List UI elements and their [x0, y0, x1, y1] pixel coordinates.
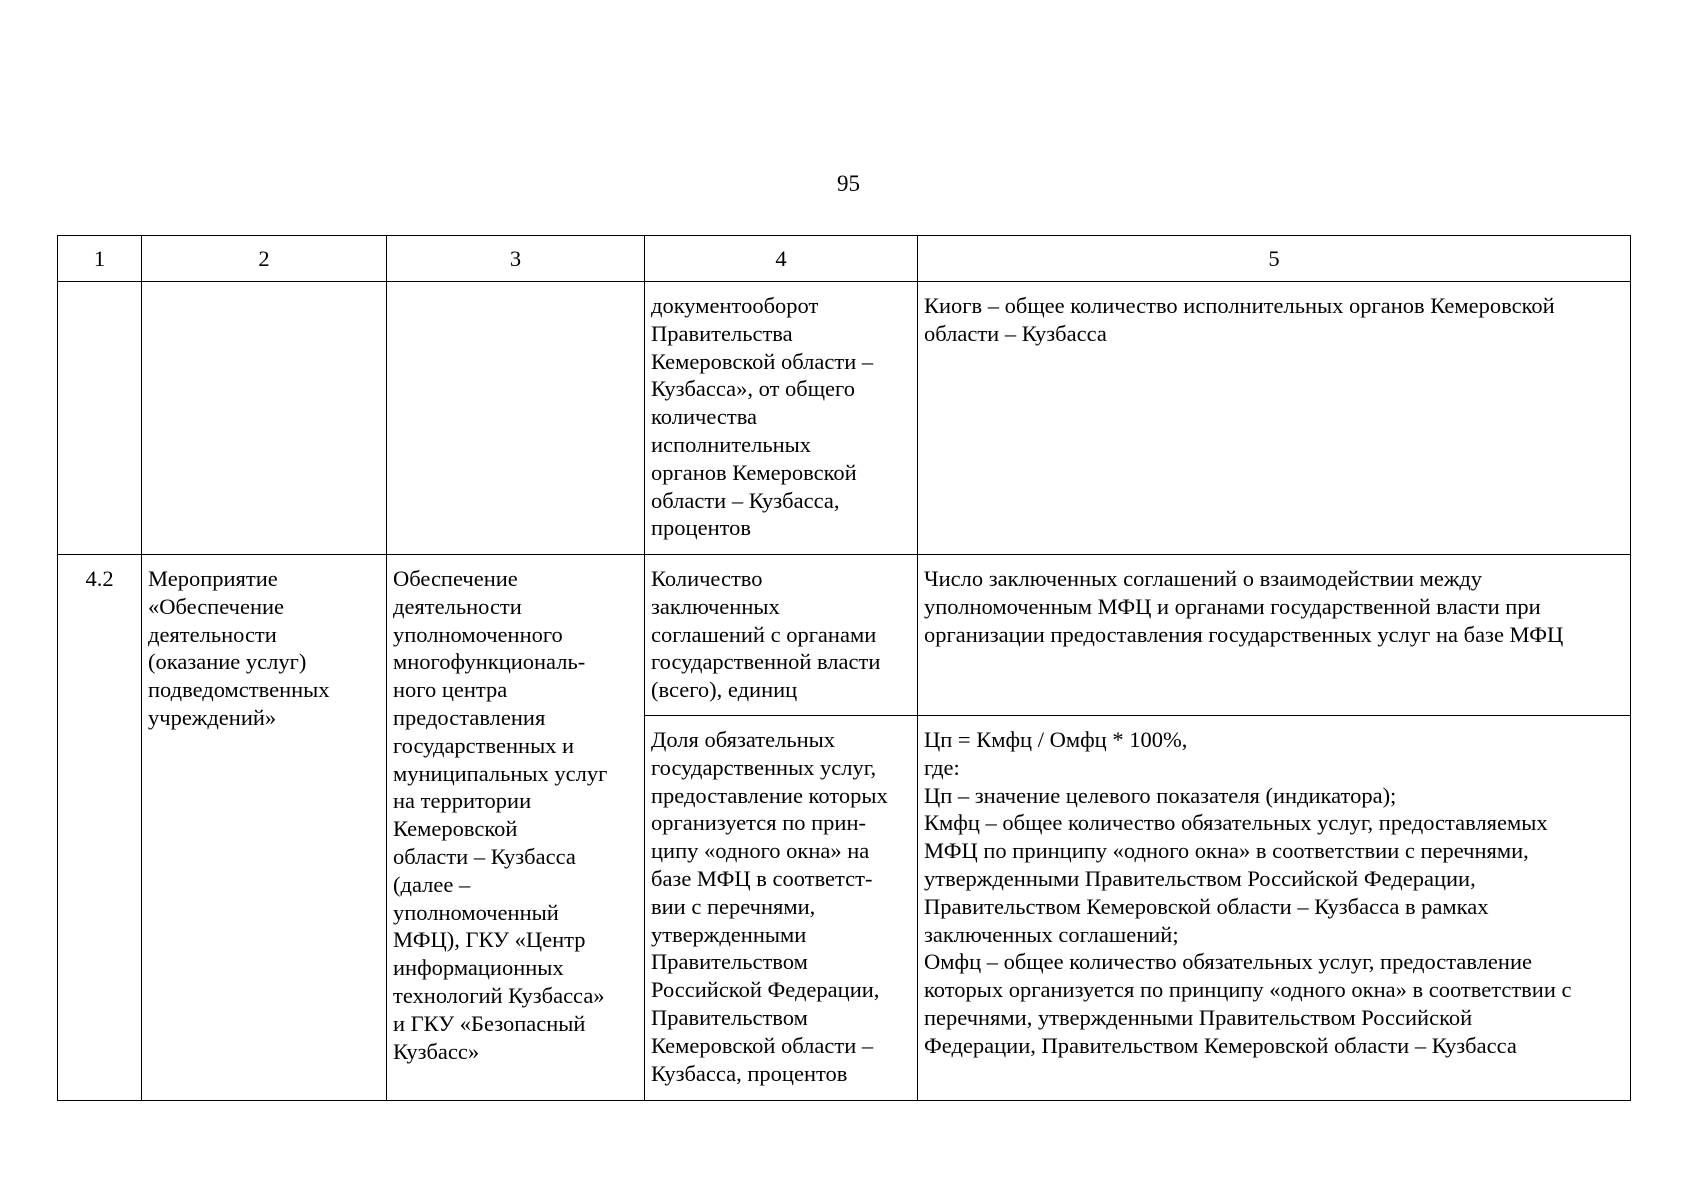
goal-cell: Обеспечение деятельности уполномоченного многофункциональ- ного центра предоставления государственных и муниципальных услуг на территории Кемеровской области – Кузбасса (далее – уполномоченный МФЦ), ГКУ «Центр информационных технологий Кузбасса» и ГКУ «Безопасный Кузбасс» [387, 555, 645, 1101]
column-header-1: 1 [58, 236, 142, 282]
indicator-name-cell: документооборот Правительства Кемеровской области – Кузбасса», от общего количества исполнительных органов Кемеровской области – Кузбасса, процентов [645, 282, 918, 555]
event-cell [142, 282, 387, 555]
row-number-cell: 4.2 [58, 555, 142, 1101]
event-cell: Мероприятие «Обеспечение деятельности (оказание услуг) подведомственных учреждений» [142, 555, 387, 1101]
row-number-cell [58, 282, 142, 555]
column-header-5: 5 [918, 236, 1631, 282]
goal-cell [387, 282, 645, 555]
indicator-method-cell: Киогв – общее количество исполнительных органов Кемеровской области – Кузбасса [918, 282, 1631, 555]
table-row [58, 555, 1631, 716]
indicator-method-cell: Цп = Кмфц / Омфц * 100%, где: Цп – значение целевого показателя (индикатора); Кмфц – общее количество обязательных услуг, предоставляемых МФЦ по принципу «одного окна» в соответствии с перечнями, утвержденными Правительством Российской Федерации, Правительством Кемеровской области – Кузбасса в рамках заключенных соглашений; Омфц – общее количество обязательных услуг, предоставление которых организуется по принципу «одного окна» в соответствии с перечнями, утвержденными Правительством Российской Федерации, Правительством Кемеровской области – Кузбасса [918, 716, 1631, 1101]
indicator-name-cell: Доля обязательных государственных услуг, предоставление которых организуется по прин- ципу «одного окна» на базе МФЦ в соответст- вии с перечнями, утвержденными Правительством Российской Федерации, Правительством Кемеровской области – Кузбасса, процентов [645, 716, 918, 1101]
page-number: 95 [837, 171, 860, 196]
table-header-row [58, 236, 1631, 282]
column-header-2: 2 [142, 236, 387, 282]
indicator-name-cell: Количество заключенных соглашений с органами государственной власти (всего), единиц [645, 555, 918, 716]
indicator-method-cell: Число заключенных соглашений о взаимодействии между уполномоченным МФЦ и органами государственной власти при организации предоставления государственных услуг на базе МФЦ [918, 555, 1631, 716]
column-header-3: 3 [387, 236, 645, 282]
indicators-table [57, 235, 1631, 1101]
table-row [58, 282, 1631, 555]
column-header-4: 4 [645, 236, 918, 282]
